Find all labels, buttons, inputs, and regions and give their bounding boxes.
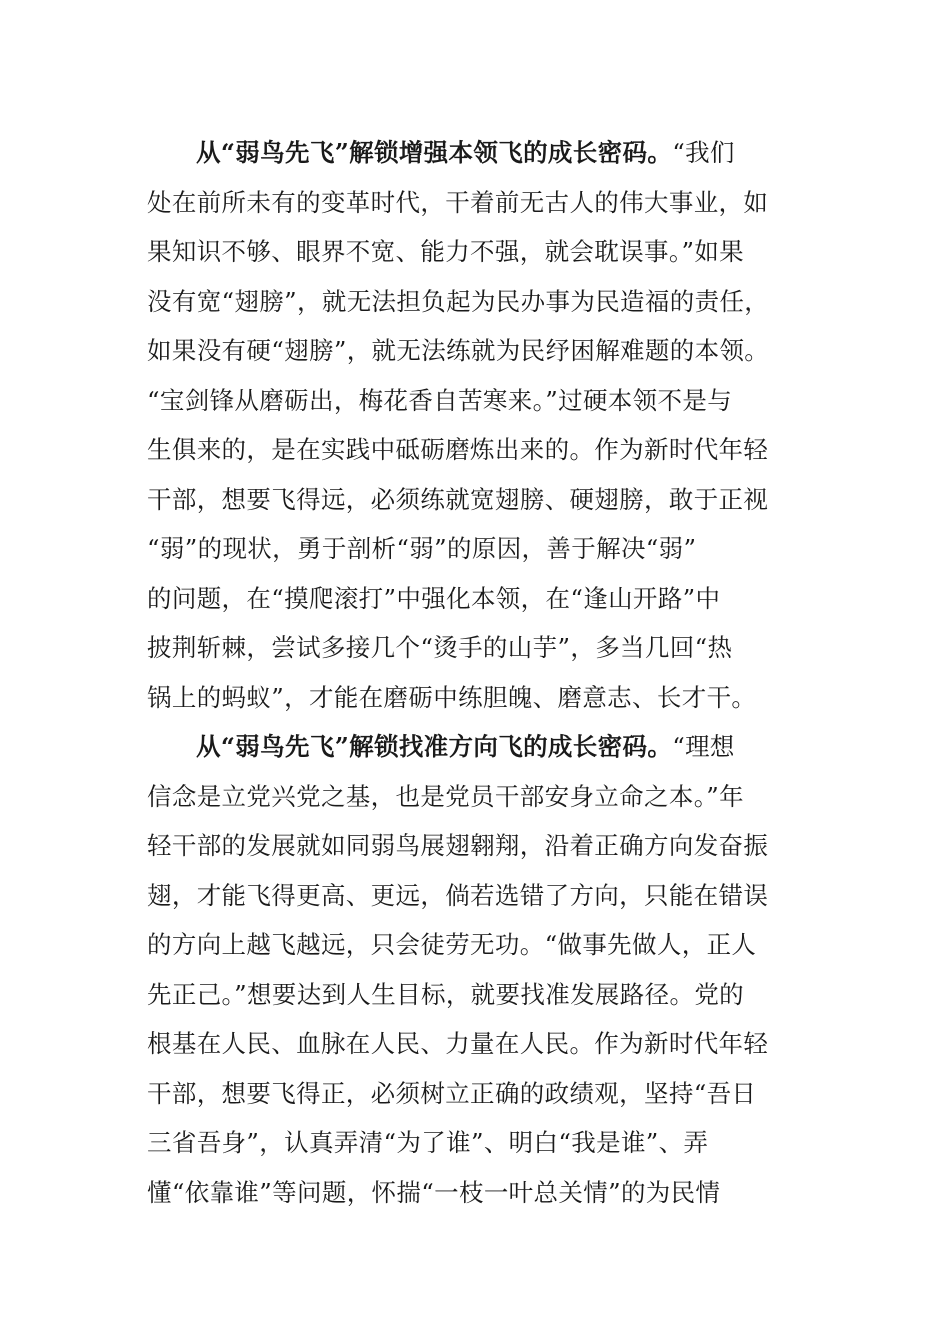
text-line: 根基在人民、血脉在人民、力量在人民。作为新时代年轻 <box>147 1029 769 1058</box>
text-line: 如果没有硬“翅膀”，就无法练就为民纾困解难题的本领。 <box>147 336 770 365</box>
paragraph-2 <box>147 722 787 1217</box>
paragraph-text: “我们 <box>672 138 735 167</box>
text-line: “宝剑锋从磨砺出，梅花香自苦寒来。”过硬本领不是与 <box>147 385 733 415</box>
text-line: 干部，想要飞得正，必须树立正确的政绩观，坚持“吾日 <box>147 1078 757 1108</box>
paragraph-first-line <box>147 128 787 178</box>
text-line: 生俱来的，是在实践中砥砺磨炼出来的。作为新时代年轻 <box>147 435 769 464</box>
text-line: 的方向上越飞越远，只会徒劳无功。“做事先做人，正人 <box>147 930 757 959</box>
text-line: 锅上的蚂蚁”，才能在磨砺中练胆魄、磨意志、长才干。 <box>147 682 757 712</box>
text-line: 轻干部的发展就如同弱鸟展翅翱翔，沿着正确方向发奋振 <box>147 831 769 860</box>
text-line: 没有宽“翅膀”，就无法担负起为民办事为民造福的责任， <box>147 286 770 316</box>
text-line: 信念是立党兴党之基，也是党员干部安身立命之本。”年 <box>147 781 745 811</box>
text-line: 三省吾身”，认真弄清“为了谁”、明白“我是谁”、弄 <box>147 1128 709 1157</box>
paragraph-text: “理想 <box>672 732 735 761</box>
text-line: 先正己。”想要达到人生目标，就要找准发展路径。党的 <box>147 979 745 1009</box>
paragraph-1 <box>147 128 787 722</box>
text-line: 处在前所未有的变革时代，干着前无古人的伟大事业，如 <box>147 187 769 217</box>
text-line: 干部，想要飞得远，必须练就宽翅膀、硬翅膀，敢于正视 <box>147 484 769 514</box>
paragraph-heading: 从“弱鸟先飞”解锁增强本领飞的成长密码。 <box>196 138 673 167</box>
text-line: 披荆斩棘，尝试多接几个“烫手的山芋”，多当几回“热 <box>147 633 733 662</box>
text-line: 的问题，在“摸爬滚打”中强化本领，在“逢山开路”中 <box>147 583 721 613</box>
text-line: 果知识不够、眼界不宽、能力不强，就会耽误事。”如果 <box>147 237 745 266</box>
paragraph-heading: 从“弱鸟先飞”解锁找准方向飞的成长密码。 <box>196 732 673 761</box>
article-body <box>147 128 787 1217</box>
text-line: “弱”的现状，勇于剖析“弱”的原因，善于解决“弱” <box>147 534 697 563</box>
text-line: 懂“依靠谁”等问题，怀揣“一枝一叶总关情”的为民情 <box>147 1177 721 1207</box>
paragraph-first-line <box>147 722 787 772</box>
text-line: 翅，才能飞得更高、更远，倘若选错了方向，只能在错误 <box>147 880 769 910</box>
